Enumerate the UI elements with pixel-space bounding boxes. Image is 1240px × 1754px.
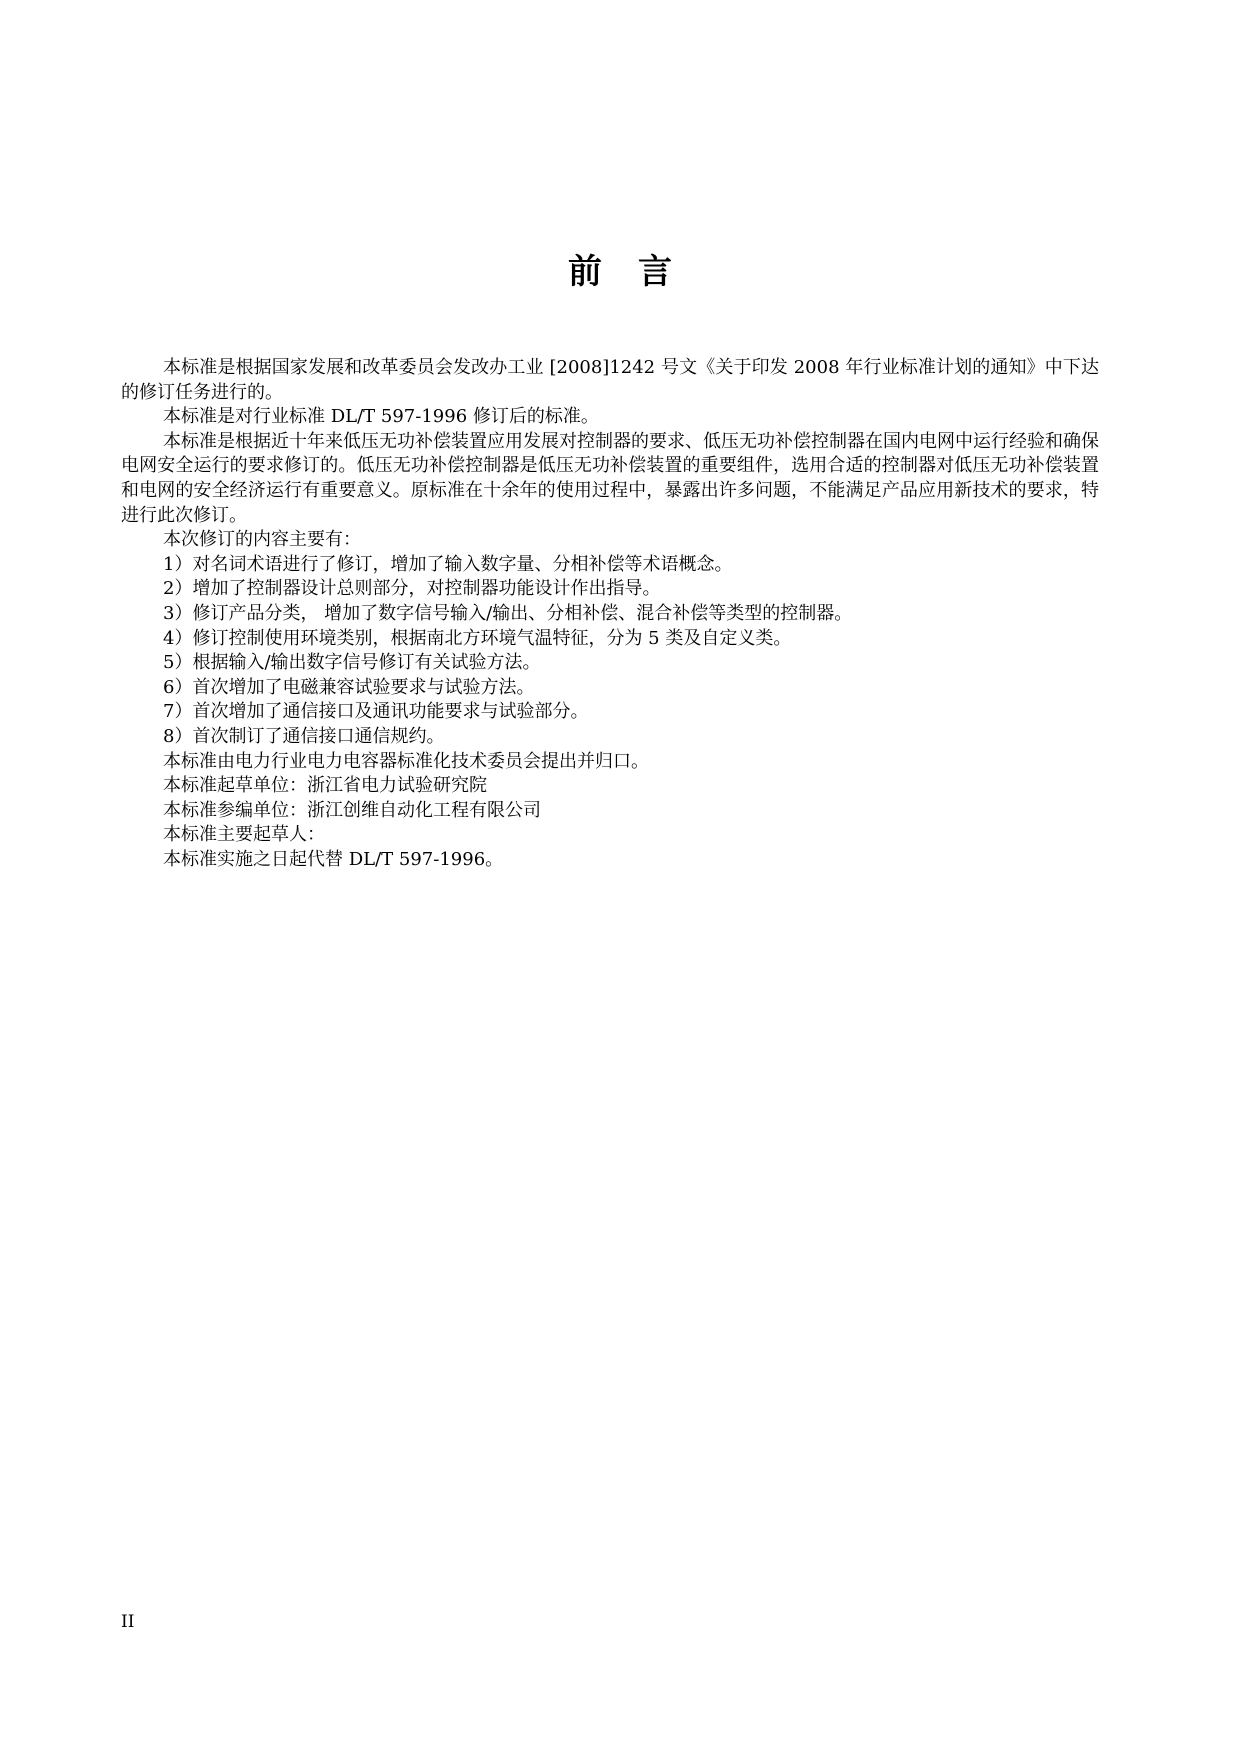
closing-drafting-unit: 本标准起草单位：浙江省电力试验研究院 bbox=[163, 775, 487, 797]
page-title: 前言 bbox=[568, 252, 708, 292]
revision-item: 8）首次制订了通信接口通信规约。 bbox=[163, 725, 445, 747]
closing-committee: 本标准由电力行业电力电容器标准化技术委员会提出并归口。 bbox=[163, 750, 649, 772]
paragraph-revision-of: 本标准是对行业标准 DL/T 597-1996 修订后的标准。 bbox=[163, 406, 599, 428]
preface-body bbox=[121, 356, 1099, 872]
revision-item: 3）修订产品分类， 增加了数字信号输入/输出、分相补偿、混合补偿等类型的控制器。 bbox=[163, 602, 853, 624]
revision-item: 7）首次增加了通信接口及通讯功能要求与试验部分。 bbox=[163, 701, 589, 723]
revision-item: 1）对名词术语进行了修订，增加了输入数字量、分相补偿等术语概念。 bbox=[163, 553, 733, 575]
closing-replaces: 本标准实施之日起代替 DL/T 597-1996。 bbox=[163, 848, 504, 870]
revision-item: 4）修订控制使用环境类别，根据南北方环境气温特征，分为 5 类及自定义类。 bbox=[163, 627, 792, 649]
closing-participating-unit: 本标准参编单位：浙江创维自动化工程有限公司 bbox=[163, 799, 541, 821]
page-number: II bbox=[121, 1612, 135, 1632]
revisions-intro: 本次修订的内容主要有： bbox=[163, 529, 361, 551]
revision-item: 2）增加了控制器设计总则部分，对控制器功能设计作出指导。 bbox=[163, 578, 661, 600]
paragraph-basis: 本标准是根据国家发展和改革委员会发改办工业 [2008]1242 号文《关于印发 2008 年行业标准计划的通知》中下达的修订任务进行的。 bbox=[121, 357, 1099, 403]
revision-item: 5）根据输入/输出数字信号修订有关试验方法。 bbox=[163, 652, 541, 674]
paragraph-background: 本标准是根据近十年来低压无功补偿装置应用发展对控制器的要求、低压无功补偿控制器在国内电网中运行经验和确保电网安全运行的要求修订的。低压无功补偿控制器是低压无功补偿装置的重要组件，选用合适的控制器对低压无功补偿装置和电网的安全经济运行有重要意义。原标准在十余年的使用过程中，暴露出许多问题，不能满足产品应用新技术的要求，特进行此次修订。 bbox=[121, 430, 1099, 526]
revision-item: 6）首次增加了电磁兼容试验要求与试验方法。 bbox=[163, 676, 535, 698]
closing-main-drafters: 本标准主要起草人： bbox=[163, 824, 325, 846]
